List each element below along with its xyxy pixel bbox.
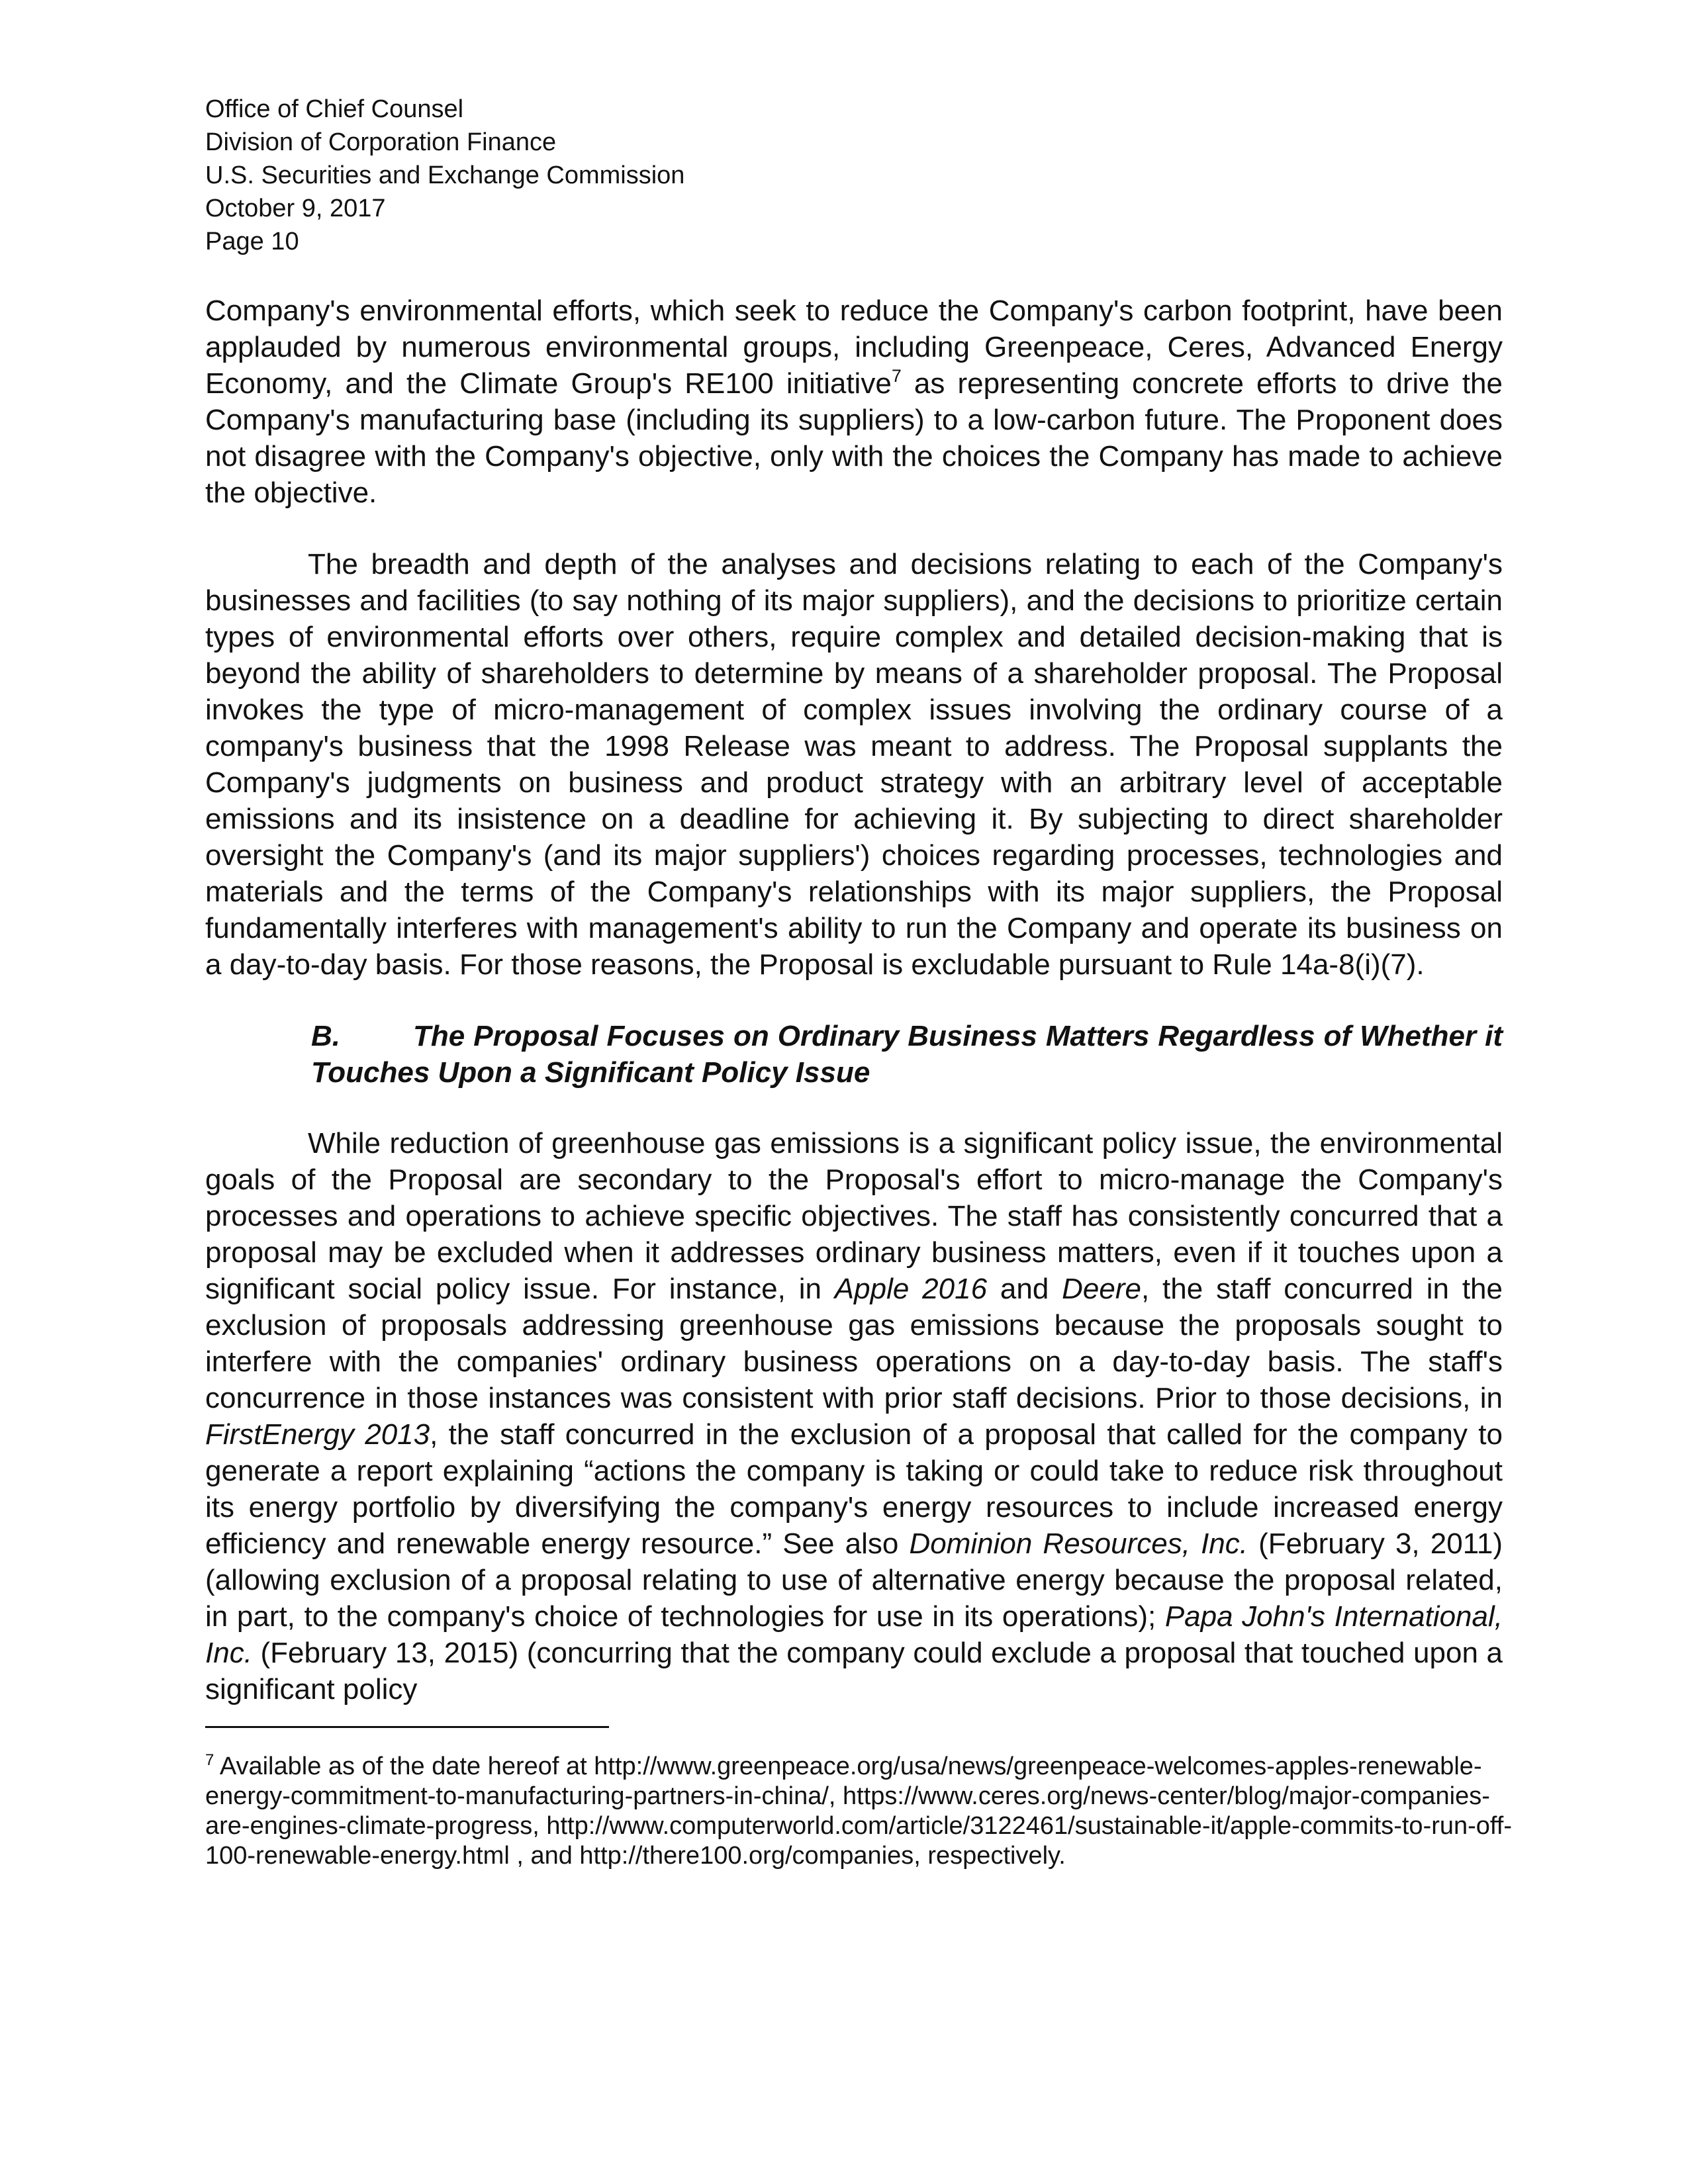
- header-date: October 9, 2017: [205, 195, 386, 222]
- footnote-divider: [205, 1726, 609, 1728]
- document-page: [205, 93, 1513, 1871]
- footnote-number: 7: [205, 1751, 214, 1769]
- header-page-number: Page 10: [205, 228, 299, 255]
- paragraph-text: as representing concrete efforts to drive the Company's manufacturing base (including its suppliers) to a low-carbon future. The Proponent does not disagree with the Company's objective, only with the choices the Company has made to achieve the objective.: [205, 367, 1503, 509]
- header-office: Office of Chief Counsel: [205, 95, 464, 123]
- letter-header: [205, 93, 1503, 258]
- header-division: Division of Corporation Finance: [205, 128, 557, 156]
- paragraph-text: , the staff concurred in the exclusion of a proposal that called for the company to generate a report explaining “actions the company is taking or could take to reduce risk throughout its energy portfolio by diversifying the company's energy resources to include increased energy efficiency and renewable energy resource.” See also: [205, 1418, 1503, 1560]
- paragraph-text: Company's environmental efforts, which seek to reduce the Company's carbon footprint, have been applauded by numerous environmental groups, including Greenpeace, Ceres, Advanced Energy Economy, and the Climate Group's RE100 initiative: [205, 295, 1503, 400]
- paragraph-text: , the staff concurred in the exclusion of proposals addressing greenhouse gas emissions because the proposals sought to interfere with the companies' ordinary business operations on a day-to-day basis. The staff's concurrence in those instances was consistent with prior staff decisions. Prior to those decisions, in: [205, 1273, 1503, 1414]
- header-commission: U.S. Securities and Exchange Commission: [205, 161, 685, 189]
- footnote-reference: 7: [891, 366, 902, 386]
- section-letter: B.: [311, 1020, 340, 1052]
- body-paragraph-2: The breadth and depth of the analyses and decisions relating to each of the Company's businesses and facilities (to say nothing of its major suppliers), and the decisions to prioritize certain types of environmental efforts over others, require complex and detailed decision-making that is beyond the ability of shareholders to determine by means of a shareholder proposal. The Proposal invokes the type of micro-management of complex issues involving the ordinary course of a company's business that the 1998 Release was meant to address. The Proposal supplants the Company's judgments on business and product strategy with an arbitrary level of acceptable emissions and its insistence on a deadline for achieving it. By subjecting to direct shareholder oversight the Company's (and its major suppliers') choices regarding processes, technologies and materials and the terms of the Company's relationships with its major suppliers, the Proposal fundamentally interferes with management's ability to run the Company and operate its business on a day-to-day basis. For those reasons, the Proposal is excludable pursuant to Rule 14a-8(i)(7).: [205, 548, 1503, 981]
- section-heading-text: The Proposal Focuses on Ordinary Business Matters Regardless of Whether it Touches Upon a Significant Policy Issue: [311, 1020, 1503, 1089]
- footnote-7: [205, 1752, 1523, 1871]
- case-citation: Papa John's International, Inc.: [205, 1600, 1503, 1669]
- case-citation: Dominion Resources, Inc.: [909, 1527, 1248, 1560]
- footnote-text: Available as of the date hereof at http://www.greenpeace.org/usa/news/greenpeace-welcomes-apples-renewable-energy-commitment-to-manufacturing-partners-in-china/, https://www.ceres.org/news-center/blog/major-companies-are-engines-climate-progress, http://www.computerworld.com/article/3122461/sustainable-it/apple-commits-to-run-off-100-renewable-energy.html , and http://there100.org/companies, respectively.: [205, 1752, 1513, 1870]
- section-heading: [311, 1018, 1503, 1091]
- paragraph-text: (February 13, 2015) (concurring that the company could exclude a proposal that touched upon a significant policy: [205, 1637, 1503, 1706]
- paragraph-text: and: [987, 1273, 1062, 1305]
- paragraph-text: While reduction of greenhouse gas emissions is a significant policy issue, the environmental goals of the Proposal are secondary to the Proposal's effort to micro-manage the Company's processes and operations to achieve specific objectives. The staff has consistently concurred that a proposal may be excluded when it addresses ordinary business matters, even if it touches upon a significant social policy issue. For instance, in: [205, 1127, 1503, 1305]
- case-citation: FirstEnergy 2013: [205, 1418, 430, 1451]
- paragraph-text: (February 3, 2011) (allowing exclusion of a proposal relating to use of alternative energy because the proposal related, in part, to the company's choice of technologies for use in its operations);: [205, 1527, 1503, 1633]
- case-citation: Apple 2016: [834, 1273, 988, 1305]
- case-citation: Deere: [1062, 1273, 1141, 1305]
- body-paragraph-1: [205, 293, 1503, 511]
- body-paragraph-3: [205, 1125, 1503, 1707]
